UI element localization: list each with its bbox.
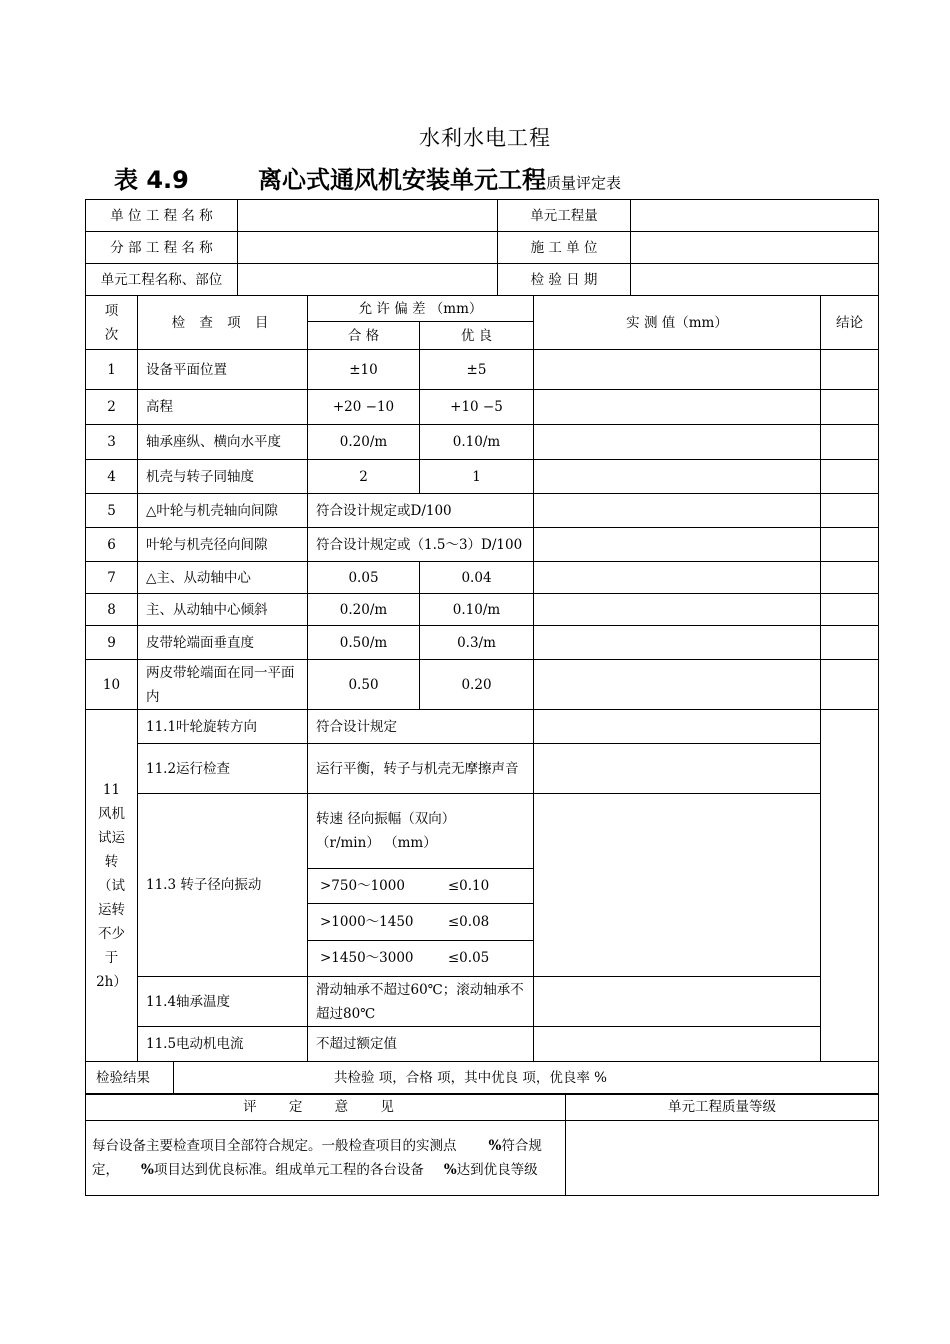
trial-run-row: [86, 1027, 879, 1062]
field-inspection-date: [631, 264, 879, 296]
row-conclusion: [821, 594, 879, 626]
head-item-no: 项 次: [86, 296, 138, 350]
row-excellent: 0.10/m: [420, 594, 534, 626]
row-measured: [534, 744, 821, 794]
table-row: [86, 528, 879, 562]
row-item: 机壳与转子同轴度: [138, 460, 308, 494]
row-no: 6: [86, 528, 138, 562]
row-qualified: 0.20/m: [308, 594, 420, 626]
row-measured: [534, 794, 821, 977]
label-unit-project-name: 单 位 工 程 名 称: [86, 200, 238, 232]
row-conclusion: [821, 528, 879, 562]
title-main-text: 离心式通风机安装单元工程: [258, 166, 546, 194]
row-qualified: 2: [308, 460, 420, 494]
row-excellent: +10 −5: [420, 390, 534, 425]
trial-run-conclusion: [821, 710, 879, 1062]
row-qualified: 0.05: [308, 562, 420, 594]
row-item: △叶轮与机壳轴向间隙: [138, 494, 308, 528]
row-item: 两皮带轮端面在同一平面内: [138, 660, 308, 710]
row-qualified: 0.50: [308, 660, 420, 710]
row-measured: [534, 626, 821, 660]
row-item: △主、从动轴中心: [138, 562, 308, 594]
row-measured: [534, 1027, 821, 1062]
row-tolerance-combined: 符合设计规定或（1.5～3）D/100: [308, 528, 534, 562]
vibration-head-text: 转速 径向振幅（双向）: [316, 810, 456, 827]
trial-run-row: [86, 710, 879, 744]
table-row: [86, 594, 879, 626]
row-item: 轴承座纵、横向水平度: [138, 425, 308, 460]
row-conclusion: [821, 425, 879, 460]
trial-item: 11.3 转子径向振动: [138, 794, 308, 977]
trial-item: 11.5电动机电流: [138, 1027, 308, 1062]
opinion-head: 评 定 意 见: [86, 1094, 566, 1121]
table-number: 表 4.9: [114, 166, 189, 194]
head-conclusion: 结论: [821, 296, 879, 350]
row-measured: [534, 494, 821, 528]
row-measured: [534, 528, 821, 562]
trial-item: 11.1叶轮旋转方向: [138, 710, 308, 744]
row-measured: [534, 710, 821, 744]
document-title: [258, 160, 621, 195]
label-sub-project-name: 分 部 工 程 名 称: [86, 232, 238, 264]
vibration-head: [308, 794, 533, 868]
row-no: 5: [86, 494, 138, 528]
vibration-amp: ≤0.10: [447, 877, 490, 894]
row-measured: [534, 977, 821, 1027]
row-conclusion: [821, 562, 879, 594]
head-excellent: 优 良: [420, 322, 534, 350]
trial-run-label: 11 风机 试运 转 （试 运转 不少 于 2h）: [86, 710, 138, 1062]
title-sub-text: 质量评定表: [546, 174, 622, 192]
row-conclusion: [821, 494, 879, 528]
inspection-table: [85, 295, 879, 1062]
vibration-amp: ≤0.08: [447, 913, 490, 930]
row-measured: [534, 390, 821, 425]
row-qualified: ±10: [308, 350, 420, 390]
vibration-spec: [308, 794, 534, 977]
row-no: 8: [86, 594, 138, 626]
row-no: 9: [86, 626, 138, 660]
vibration-row: [308, 868, 533, 903]
row-measured: [534, 460, 821, 494]
row-item: 设备平面位置: [138, 350, 308, 390]
row-conclusion: [821, 390, 879, 425]
opinion-pct: %: [443, 1162, 457, 1178]
row-tolerance-combined: 符合设计规定或D/100: [308, 494, 534, 528]
row-conclusion: [821, 350, 879, 390]
row-measured: [534, 350, 821, 390]
table-row: [86, 660, 879, 710]
row-excellent: 0.04: [420, 562, 534, 594]
table-row: [86, 626, 879, 660]
row-no: 7: [86, 562, 138, 594]
field-unit-name-location: [238, 264, 498, 296]
row-conclusion: [821, 626, 879, 660]
result-table: [85, 1061, 879, 1095]
project-info-table: [85, 199, 879, 296]
row-no: 4: [86, 460, 138, 494]
trial-run-row: [86, 794, 879, 977]
opinion-text-part: 符合规定，: [92, 1138, 542, 1178]
row-item: 叶轮与机壳径向间隙: [138, 528, 308, 562]
opinion-pct: %: [141, 1162, 154, 1178]
row-measured: [534, 562, 821, 594]
trial-item: 11.2运行检查: [138, 744, 308, 794]
row-conclusion: [821, 660, 879, 710]
opinion-text-part: 项目达到优良标准。组成单元工程的各台设备: [153, 1162, 424, 1178]
row-measured: [534, 425, 821, 460]
trial-requirement: 不超过额定值: [308, 1027, 534, 1062]
document-supertitle: 水利水电工程: [419, 126, 551, 150]
field-sub-project-name: [238, 232, 498, 264]
trial-requirement: 符合设计规定: [308, 710, 534, 744]
label-unit-quantity: 单元工程量: [498, 200, 631, 232]
row-item: 主、从动轴中心倾斜: [138, 594, 308, 626]
row-qualified: 0.20/m: [308, 425, 420, 460]
head-measured: 实 测 值（mm）: [534, 296, 821, 350]
label-inspection-date: 检 验 日 期: [498, 264, 631, 296]
row-excellent: 0.10/m: [420, 425, 534, 460]
vibration-speed: >1000～1450: [320, 913, 414, 930]
row-excellent: 1: [420, 460, 534, 494]
trial-run-row: [86, 977, 879, 1027]
vibration-row: [308, 940, 533, 976]
trial-requirement: 滑动轴承不超过60℃；滚动轴承不超过80℃: [308, 977, 534, 1027]
row-item: 高程: [138, 390, 308, 425]
head-tolerance: 允 许 偏 差 （mm）: [308, 296, 534, 322]
trial-run-row: [86, 744, 879, 794]
label-unit-name-location: 单元工程名称、部位: [86, 264, 238, 296]
row-excellent: 0.3/m: [420, 626, 534, 660]
vibration-amp: ≤0.05: [447, 950, 490, 967]
head-check-item: 检 查 项 目: [138, 296, 308, 350]
opinion-text-part: 每台设备主要检查项目全部符合规定。一般检查项目的实测点: [92, 1138, 457, 1154]
opinion-text-part: 达到优良等级: [456, 1162, 538, 1178]
table-row: [86, 460, 879, 494]
row-no: 3: [86, 425, 138, 460]
field-unit-project-name: [238, 200, 498, 232]
row-measured: [534, 660, 821, 710]
row-measured: [534, 594, 821, 626]
vibration-table: [308, 794, 533, 976]
result-label: 检验结果: [86, 1062, 174, 1095]
trial-item: 11.4轴承温度: [138, 977, 308, 1027]
opinion-pct: %: [488, 1138, 502, 1154]
trial-requirement: 运行平衡，转子与机壳无摩擦声音: [308, 744, 534, 794]
field-unit-quantity: [631, 200, 879, 232]
grade-field: [566, 1121, 879, 1196]
vibration-head-units: （r/min） （mm）: [316, 834, 437, 851]
row-excellent: ±5: [420, 350, 534, 390]
row-no: 1: [86, 350, 138, 390]
row-qualified: +20 −10: [308, 390, 420, 425]
grade-head: 单元工程质量等级: [566, 1094, 879, 1121]
vibration-row: [308, 903, 533, 940]
table-row: [86, 390, 879, 425]
row-qualified: 0.50/m: [308, 626, 420, 660]
label-construction-unit: 施 工 单 位: [498, 232, 631, 264]
row-no: 10: [86, 660, 138, 710]
row-conclusion: [821, 460, 879, 494]
table-row: [86, 494, 879, 528]
table-row: [86, 350, 879, 390]
table-row: [86, 562, 879, 594]
row-no: 2: [86, 390, 138, 425]
result-text: 共检验 项，合格 项，其中优良 项，优良率 %: [174, 1062, 879, 1095]
row-excellent: 0.20: [420, 660, 534, 710]
table-row: [86, 425, 879, 460]
head-qualified: 合 格: [308, 322, 420, 350]
vibration-speed: >750～1000: [320, 877, 405, 894]
row-item: 皮带轮端面垂直度: [138, 626, 308, 660]
opinion-text: [86, 1121, 566, 1196]
vibration-speed: >1450～3000: [320, 950, 414, 967]
field-construction-unit: [631, 232, 879, 264]
evaluation-table: [85, 1093, 879, 1196]
